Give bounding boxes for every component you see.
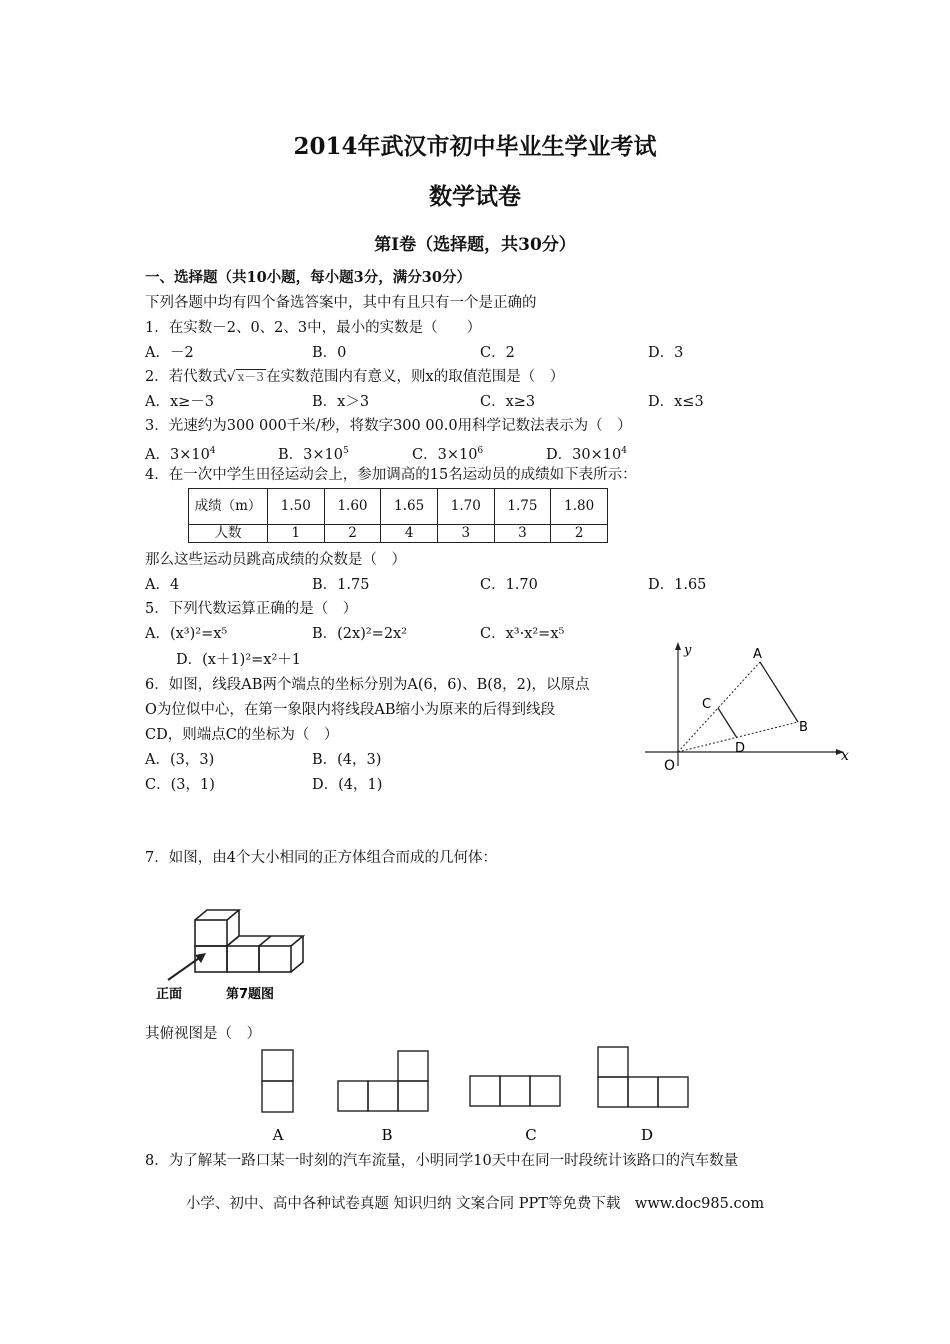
y-label: y — [684, 643, 692, 658]
segment-cd — [718, 708, 737, 738]
q2-stem-post: 在实数范围内有意义，则x的取值范围是（ ） — [266, 369, 565, 385]
option-b-square — [338, 1081, 368, 1111]
q4-score-cell: 1.80 — [551, 489, 608, 525]
q2-stem — [145, 367, 564, 387]
q1-option-b: B．0 — [312, 345, 347, 361]
q3-c-exp: 6 — [477, 446, 484, 456]
q4-count-header: 人数 — [189, 525, 268, 543]
cube-bottom-lid-div — [259, 936, 271, 946]
q4-score-cell: 1.50 — [268, 489, 325, 525]
fig7-caption: 第7题图 — [226, 987, 275, 1002]
front-arrow-icon — [195, 953, 206, 963]
q2-option-c: C．x≥3 — [480, 394, 536, 410]
q3-c-base: C．3×10 — [412, 446, 478, 463]
y-axis-arrow-icon — [675, 642, 681, 650]
option-d-square — [628, 1077, 658, 1107]
q6-option-c: C．(3，1) — [145, 777, 215, 793]
q5-option-d: D．(x＋1)²=x²＋1 — [176, 652, 302, 668]
q3-b-base: B．3×10 — [278, 446, 343, 463]
option-b-square — [398, 1081, 428, 1111]
q4-score-cell: 1.65 — [381, 489, 438, 525]
q7-stem: 7．如图，由4个大小相同的正方体组合而成的几何体： — [145, 850, 497, 866]
q1-option-c: C．2 — [480, 345, 515, 361]
q4-option-c: C．1.70 — [480, 577, 538, 593]
cube-drawing — [195, 910, 303, 972]
q3-d-base: D．30×10 — [546, 446, 622, 463]
q4-count-cell: 4 — [381, 525, 438, 543]
q3-stem: 3．光速约为300 000千米/秒，将数字300 00.0用科学记数法表示为（ ） — [145, 418, 632, 434]
cube-bottom-2 — [227, 946, 259, 972]
q5-stem: 5．下列代数运算正确的是（ ） — [145, 601, 358, 617]
point-a-label: A — [753, 647, 762, 662]
option-d-square — [598, 1077, 628, 1107]
option-d-square — [598, 1047, 628, 1077]
q5-option-c: C．x³·x²=x⁵ — [480, 626, 565, 642]
q6-option-a: A．(3，3) — [145, 752, 215, 768]
q7-follow: 其俯视图是（ ） — [145, 1026, 261, 1042]
option-a-label: A — [272, 1126, 284, 1144]
q2-stem-pre: 2．若代数式 — [145, 369, 227, 385]
exam-subtitle: 数学试卷 — [429, 183, 521, 210]
q4-option-b: B．1.75 — [312, 577, 370, 593]
front-arrow-shaft — [168, 956, 202, 980]
q4-count-cell: 3 — [437, 525, 494, 543]
q4-score-cell: 1.60 — [324, 489, 381, 525]
origin-label: O — [664, 758, 676, 774]
part-heading: 第I卷（选择题，共30分） — [374, 235, 576, 255]
point-c-label: C — [702, 697, 712, 712]
q5-option-b: B．(2x)²=2x² — [312, 626, 408, 642]
option-b-square — [368, 1081, 398, 1111]
q4-option-a: A．4 — [145, 577, 180, 593]
option-d-label: D — [640, 1126, 654, 1144]
q2-radicand: x－3 — [237, 370, 265, 384]
q6-option-d: D．(4，1) — [312, 777, 383, 793]
section-intro: 下列各题中均有四个备选答案中，其中有且只有一个是正确的 — [145, 295, 537, 311]
q4-score-cell: 1.70 — [437, 489, 494, 525]
q4-stem: 4．在一次中学生田径运动会上，参加调高的15名运动员的成绩如下表所示： — [145, 467, 637, 483]
q6-coordinate-figure — [640, 638, 855, 778]
front-label: 正面 — [156, 987, 183, 1002]
q6-line1: 6．如图，线段AB两个端点的坐标分别为A(6，6)、B(8，2)，以原点 — [145, 677, 590, 693]
q6-line3: CD，则端点C的坐标为（ ） — [145, 727, 339, 743]
q3-a-base: A．3×10 — [145, 446, 210, 463]
page-footer: 小学、初中、高中各种试卷真题 知识归纳 文案合同 PPT等免费下载 www.doc985.com — [185, 1196, 765, 1212]
q6-line2: O为位似中心，在第一象限内将线段AB缩小为原来的后得到线段 — [145, 702, 556, 718]
q2-option-a: A．x≥－3 — [145, 394, 215, 410]
q4-count-cell: 1 — [268, 525, 325, 543]
option-a-square — [262, 1050, 293, 1081]
line-oa — [678, 662, 760, 752]
q4-count-row — [189, 525, 608, 543]
point-d-label: D — [735, 741, 746, 756]
option-c-square — [470, 1076, 500, 1106]
x-label: x — [841, 748, 849, 764]
q3-d-exp: 4 — [621, 446, 627, 456]
q1-option-a: A．－2 — [145, 345, 194, 361]
q6-option-b: B．(4，3) — [312, 752, 382, 768]
option-c-square — [500, 1076, 530, 1106]
q1-stem: 1．在实数－2、0、2、3中，最小的实数是（ ） — [145, 320, 482, 336]
option-c-square — [530, 1076, 560, 1106]
q3-option-a — [145, 441, 216, 465]
cube-top-lid — [195, 910, 239, 920]
q7-cube-figure — [150, 900, 320, 1005]
q3-option-d — [546, 441, 627, 465]
q2-option-d: D．x≤3 — [648, 394, 704, 410]
option-a-square — [262, 1081, 293, 1112]
option-c-label: C — [525, 1126, 537, 1144]
q8-stem: 8．为了解某一路口某一时刻的汽车流量，小明同学10天中在同一时段统计该路口的汽车数量 — [145, 1153, 739, 1169]
q4-count-cell: 2 — [324, 525, 381, 543]
q1-option-d: D．3 — [648, 345, 684, 361]
q5-option-a: A．(x³)²=x⁵ — [145, 626, 228, 642]
q7-options-figure — [250, 1042, 700, 1147]
sqrt-icon: √ — [226, 369, 236, 385]
option-b-square — [398, 1051, 428, 1081]
q2-option-b: B．x＞3 — [312, 394, 370, 410]
cube-bottom-3 — [259, 946, 291, 972]
cube-top — [195, 920, 227, 946]
q3-option-c — [412, 441, 483, 465]
q4-score-cell: 1.75 — [494, 489, 551, 525]
q3-a-exp: 4 — [209, 446, 216, 456]
exam-title: 2014年武汉市初中毕业生学业考试 — [293, 133, 657, 160]
point-b-label: B — [799, 720, 808, 735]
q4-count-cell: 2 — [551, 525, 608, 543]
section-heading: 一、选择题（共10小题，每小题3分，满分30分） — [145, 269, 471, 286]
q4-score-table — [188, 488, 608, 543]
q4-score-header: 成绩（m） — [189, 489, 268, 525]
q4-option-d: D．1.65 — [648, 577, 707, 593]
q4-follow: 那么这些运动员跳高成绩的众数是（ ） — [145, 552, 406, 568]
q4-count-cell: 3 — [494, 525, 551, 543]
option-d-square — [658, 1077, 688, 1107]
segment-ab — [760, 662, 798, 722]
option-b-label: B — [381, 1126, 393, 1144]
q4-score-row — [189, 489, 608, 525]
q3-option-b — [278, 441, 349, 465]
q3-b-exp: 5 — [342, 446, 349, 456]
